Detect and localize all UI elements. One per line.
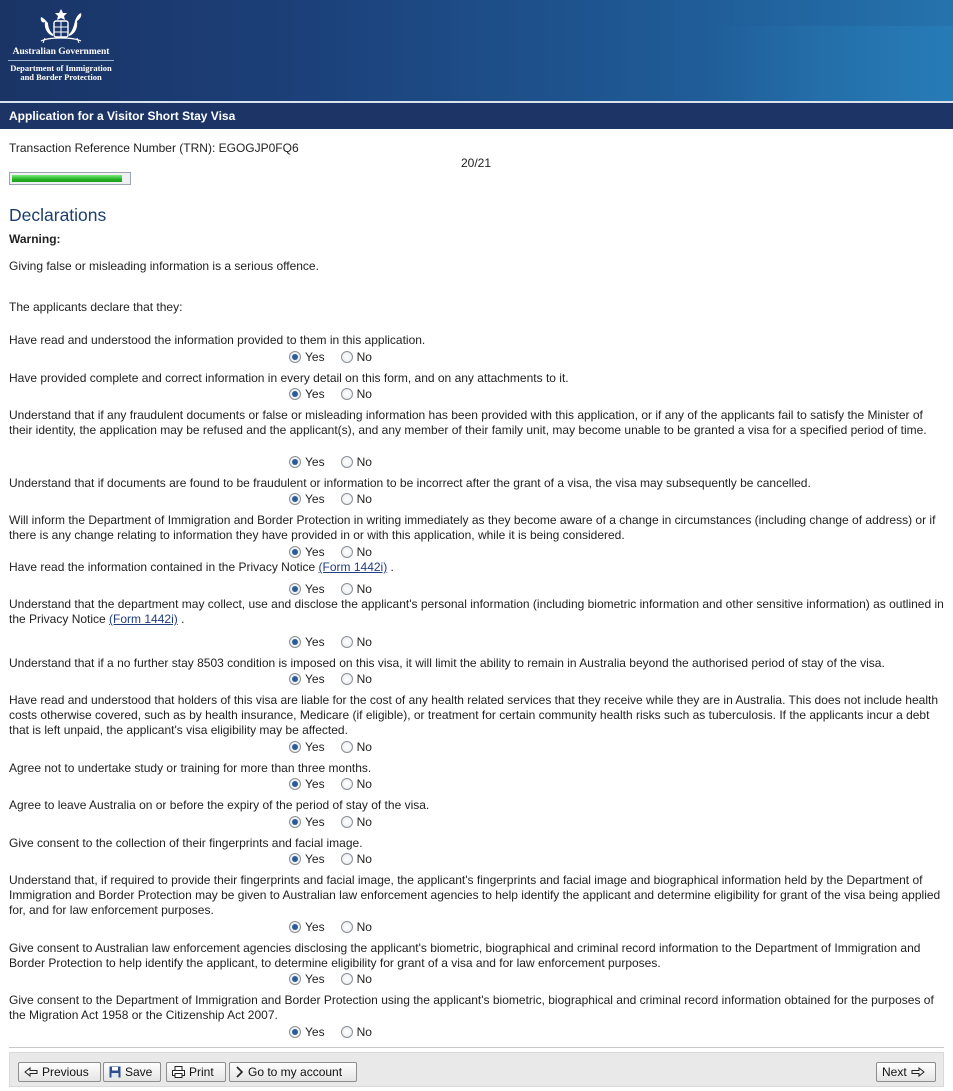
go-to-my-account-button[interactable] — [229, 1062, 357, 1082]
radio-yes-8[interactable] — [289, 673, 301, 685]
radio-no-label: No — [356, 672, 372, 686]
question-3: Understand that if any fraudulent documents or false or misleading information has been provided with this application, or if any of the applicants fail to satisfy the Minister of their identity, the application may be refused and the applicant(s), and any member of their family unit, may become unable to be granted a visa for a specified period of time. — [9, 408, 927, 437]
radio-yes-5[interactable] — [289, 546, 301, 558]
radio-no-9[interactable] — [341, 741, 353, 753]
radio-no-label: No — [356, 635, 372, 649]
question-8: Understand that if a no further stay 8503 condition is imposed on this visa, it will limit the ability to remain in Australia beyond the authorised period of stay of the visa. — [9, 656, 885, 670]
radio-no-1[interactable] — [341, 351, 353, 363]
government-name: Australian Government — [8, 47, 114, 61]
answer-group-7 — [289, 635, 388, 649]
arrow-left-icon — [24, 1067, 38, 1077]
radio-yes-label: Yes — [305, 582, 325, 596]
radio-yes-label: Yes — [305, 455, 325, 469]
question-4: Understand that if documents are found to be fraudulent or information to be incorrect after the grant of a visa, the visa may subsequently be cancelled. — [9, 476, 811, 490]
radio-no-12[interactable] — [341, 853, 353, 865]
question-13: Understand that, if required to provide their fingerprints and facial image, the applicant's fingerprints and facial image and biographical information held by the Department of Immigration and Border Protection may be given to Australian law enforcement agencies to help identify the applicant and determine eligibility for grant of the visa being applied for, and for law enforcement purposes. — [9, 873, 941, 917]
radio-yes-6[interactable] — [289, 583, 301, 595]
government-crest — [8, 8, 114, 94]
question-12: Give consent to the collection of their fingerprints and facial image. — [9, 836, 363, 850]
radio-yes-label: Yes — [305, 815, 325, 829]
answer-group-4 — [289, 492, 388, 506]
radio-no-label: No — [356, 545, 372, 559]
radio-no-label: No — [356, 1025, 372, 1039]
answer-group-12 — [289, 852, 388, 866]
radio-yes-label: Yes — [305, 740, 325, 754]
question-7-suffix: . — [177, 612, 185, 626]
header-decoration — [713, 26, 953, 101]
radio-yes-12[interactable] — [289, 853, 301, 865]
question-7-text: Understand that the department may collect, use and disclose the applicant's personal information (including biometric information and other sensitive information) as outlined in the Privacy Notice — [9, 597, 944, 626]
radio-yes-7[interactable] — [289, 636, 301, 648]
print-button[interactable] — [166, 1062, 226, 1082]
radio-yes-label: Yes — [305, 350, 325, 364]
radio-yes-13[interactable] — [289, 921, 301, 933]
privacy-notice-link[interactable]: (Form 1442i) — [318, 560, 388, 574]
footer-divider — [9, 1047, 944, 1048]
page-count: 20/21 — [461, 156, 492, 170]
radio-no-label: No — [356, 455, 372, 469]
radio-no-label: No — [356, 387, 372, 401]
answer-group-2 — [289, 387, 388, 401]
radio-yes-15[interactable] — [289, 1026, 301, 1038]
department-name: Department of Immigration and Border Protection — [10, 63, 112, 82]
radio-no-14[interactable] — [341, 973, 353, 985]
radio-no-label: No — [356, 777, 372, 791]
next-button[interactable] — [876, 1062, 936, 1082]
radio-yes-11[interactable] — [289, 816, 301, 828]
previous-button[interactable] — [18, 1062, 101, 1082]
radio-no-label: No — [356, 852, 372, 866]
radio-yes-10[interactable] — [289, 778, 301, 790]
radio-no-label: No — [356, 492, 372, 506]
next-label: Next — [882, 1065, 907, 1079]
chevron-right-icon — [235, 1066, 244, 1078]
application-title-bar — [0, 103, 953, 129]
answer-group-13 — [289, 920, 388, 934]
answer-group-1 — [289, 350, 388, 364]
radio-no-4[interactable] — [341, 493, 353, 505]
answer-group-14 — [289, 972, 388, 986]
radio-yes-14[interactable] — [289, 973, 301, 985]
save-label: Save — [125, 1065, 153, 1079]
question-14: Give consent to Australian law enforcement agencies disclosing the applicant's biometric, biographical and criminal record information to the Department of Immigration and Border Protection to help identify the applicant, to determine eligibility for grant of a visa and for law enforcement purposes. — [9, 941, 921, 970]
printer-icon — [172, 1066, 185, 1078]
radio-no-15[interactable] — [341, 1026, 353, 1038]
question-6-suffix: . — [387, 560, 394, 574]
radio-no-label: No — [356, 815, 372, 829]
radio-yes-9[interactable] — [289, 741, 301, 753]
radio-yes-label: Yes — [305, 777, 325, 791]
radio-yes-label: Yes — [305, 545, 325, 559]
radio-no-10[interactable] — [341, 778, 353, 790]
radio-yes-label: Yes — [305, 492, 325, 506]
answer-group-6 — [289, 582, 388, 596]
radio-no-label: No — [356, 740, 372, 754]
radio-no-13[interactable] — [341, 921, 353, 933]
question-2: Have provided complete and correct information in every detail on this form, and on any attachments to it. — [9, 371, 569, 385]
trn-label: Transaction Reference Number (TRN): EGOGJP0FQ6 — [9, 141, 299, 155]
progress-bar — [9, 172, 131, 185]
answer-group-11 — [289, 815, 388, 829]
page-title: Declarations — [9, 205, 107, 225]
question-6 — [9, 560, 944, 575]
radio-no-11[interactable] — [341, 816, 353, 828]
arrow-right-icon — [911, 1067, 925, 1077]
site-header — [0, 0, 953, 101]
radio-no-3[interactable] — [341, 456, 353, 468]
radio-no-7[interactable] — [341, 636, 353, 648]
question-1: Have read and understood the information provided to them in this application. — [9, 333, 426, 347]
previous-label: Previous — [42, 1065, 89, 1079]
question-5: Will inform the Department of Immigration and Border Protection in writing immediately as they become aware of a change in circumstances (including change of address) or if there is any change relating to information they have provided in or with this application, while it is being considered. — [9, 513, 936, 542]
radio-no-8[interactable] — [341, 673, 353, 685]
question-7 — [9, 597, 944, 627]
answer-group-15 — [289, 1025, 388, 1039]
radio-yes-label: Yes — [305, 635, 325, 649]
answer-group-3 — [289, 455, 388, 469]
radio-no-6[interactable] — [341, 583, 353, 595]
account-label: Go to my account — [248, 1065, 343, 1079]
radio-yes-label: Yes — [305, 852, 325, 866]
radio-no-label: No — [356, 972, 372, 986]
progress-fill — [12, 175, 122, 182]
declare-intro: The applicants declare that they: — [9, 300, 183, 314]
privacy-notice-link[interactable]: (Form 1442i) — [109, 612, 178, 626]
question-15: Give consent to the Department of Immigration and Border Protection using the applicant's biometric, biographical and criminal record information obtained for the purposes of the Migration Act 1958 or the Citizenship Act 2007. — [9, 993, 934, 1022]
radio-yes-1[interactable] — [289, 351, 301, 363]
radio-yes-label: Yes — [305, 672, 325, 686]
answer-group-10 — [289, 777, 388, 791]
radio-no-label: No — [356, 920, 372, 934]
answer-group-9 — [289, 740, 388, 754]
print-label: Print — [189, 1065, 214, 1079]
question-9: Have read and understood that holders of this visa are liable for the cost of any health related services that they receive while they are in Australia. This does not include health costs otherwise covered, such as by health insurance, Medicare (if eligible), or treatment for certain community health risks such as tuberculosis. If the applicants incur a debt that is left unpaid, the applicant's visa eligibility may be affected. — [9, 693, 938, 737]
radio-yes-label: Yes — [305, 1025, 325, 1039]
radio-no-2[interactable] — [341, 388, 353, 400]
radio-yes-label: Yes — [305, 387, 325, 401]
warning-label: Warning: — [9, 232, 61, 246]
question-6-text: Have read the information contained in the Privacy Notice — [9, 560, 316, 574]
save-button[interactable] — [103, 1062, 161, 1082]
answer-group-8 — [289, 672, 388, 686]
radio-yes-label: Yes — [305, 920, 325, 934]
question-11: Agree to leave Australia on or before the expiry of the period of stay of the visa. — [9, 798, 430, 812]
coat-of-arms-icon — [35, 8, 87, 44]
radio-yes-3[interactable] — [289, 456, 301, 468]
warning-text: Giving false or misleading information is a serious offence. — [9, 259, 319, 273]
application-title: Application for a Visitor Short Stay Visa — [9, 109, 236, 123]
radio-yes-label: Yes — [305, 972, 325, 986]
radio-no-5[interactable] — [341, 546, 353, 558]
radio-no-label: No — [356, 582, 372, 596]
question-10: Agree not to undertake study or training for more than three months. — [9, 761, 372, 775]
radio-yes-2[interactable] — [289, 388, 301, 400]
radio-yes-4[interactable] — [289, 493, 301, 505]
radio-no-label: No — [356, 350, 372, 364]
floppy-disk-icon — [109, 1066, 121, 1078]
answer-group-5 — [289, 545, 388, 559]
footer-toolbar — [9, 1052, 944, 1087]
